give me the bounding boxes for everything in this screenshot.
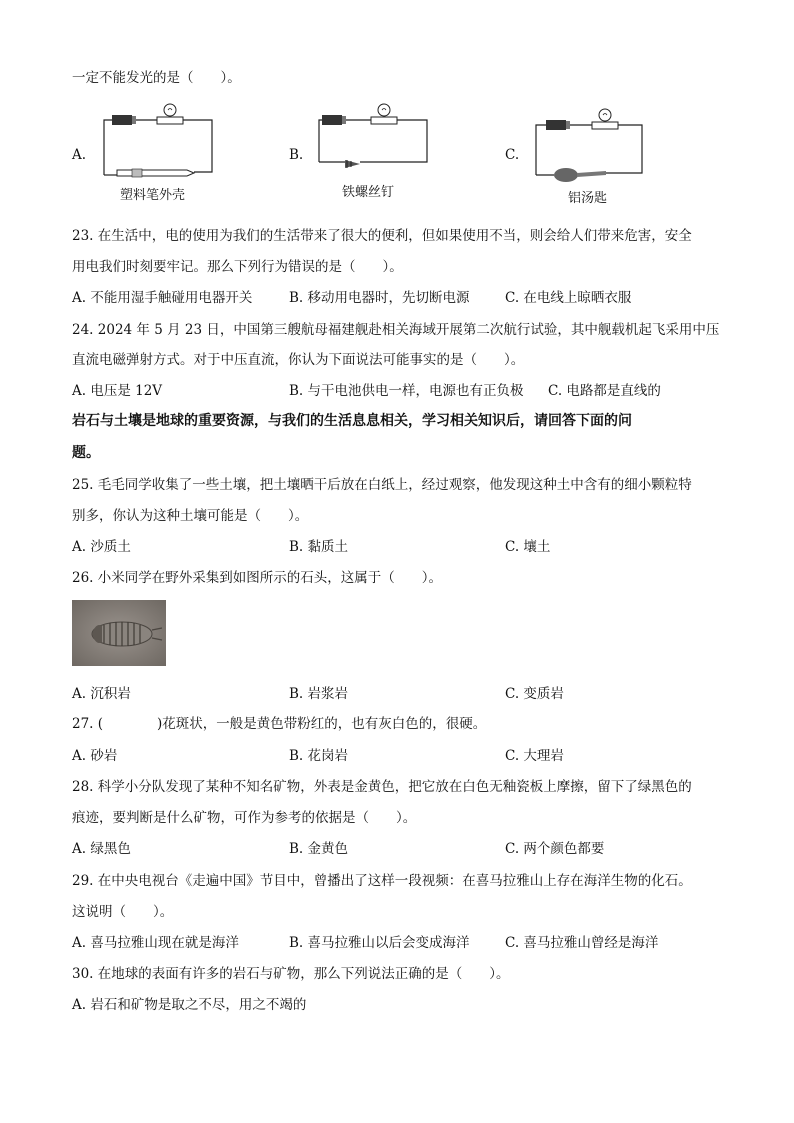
q30-option-a: A. 岩石和矿物是取之不尽，用之不竭的 [72, 997, 307, 1013]
q27-option-c: C. 大理岩 [505, 748, 564, 764]
circuit-wire [536, 125, 642, 175]
q25-stem-line-2: 别多，你认为这种土壤可能是（ ）。 [72, 508, 309, 524]
q22-option-a-letter: A. [72, 147, 87, 163]
circuit-diagram-a [82, 100, 232, 185]
q29-option-a: A. 喜马拉雅山现在就是海洋 [72, 935, 239, 951]
q28-stem-line-1: 28. 科学小分队发现了某种不知名矿物，外表是金黄色，把它放在白色无釉瓷板上摩擦，留下了绿黑色的 [72, 779, 692, 795]
q29-option-c: C. 喜马拉雅山曾经是海洋 [505, 935, 659, 951]
caption-iron-screw: 铁螺丝钉 [342, 185, 395, 200]
q22-stem-end: 一定不能发光的是（ ）。 [72, 70, 241, 86]
circuit-diagram-b [305, 100, 440, 180]
q25-option-c: C. 壤土 [505, 539, 551, 555]
q28-option-b: B. 金黄色 [289, 841, 349, 857]
q23-option-c: C. 在电线上晾晒衣服 [505, 290, 632, 306]
q22-option-c-letter: C. [505, 147, 520, 163]
pen-icon [117, 169, 194, 177]
caption-plastic-pen: 塑料笔外壳 [120, 188, 186, 203]
caption-aluminum-spoon: 铝汤匙 [568, 191, 608, 206]
q23-option-b: B. 移动用电器时，先切断电源 [289, 290, 470, 306]
circuit-wire [104, 120, 212, 175]
q29-option-b: B. 喜马拉雅山以后会变成海洋 [289, 935, 470, 951]
bulb-icon [592, 109, 618, 129]
q24-option-b: B. 与干电池供电一样，电源也有正负极 [289, 383, 524, 399]
q26-option-a: A. 沉积岩 [72, 686, 131, 702]
q22-option-b-letter: B. [289, 147, 304, 163]
q30-stem-line-1: 30. 在地球的表面有许多的岩石与矿物，那么下列说法正确的是（ ）。 [72, 966, 510, 982]
battery-icon [112, 115, 136, 125]
q28-option-c: C. 两个颜色都要 [505, 841, 605, 857]
q26-stem-line-1: 26. 小米同学在野外采集到如图所示的石头，这属于（ ）。 [72, 570, 443, 586]
screw-icon [345, 160, 360, 168]
bulb-icon [157, 104, 183, 124]
circuit-wire [319, 120, 427, 162]
q24-stem-line-2: 直流电磁弹射方式。对于中压直流，你认为下面说法可能事实的是（ ）。 [72, 352, 525, 368]
spoon-icon [554, 168, 606, 182]
section-heading-line-2: 题。 [72, 445, 100, 461]
bulb-icon [371, 104, 397, 124]
q27-option-a: A. 砂岩 [72, 748, 118, 764]
battery-icon [322, 115, 346, 125]
q26-option-b: B. 岩浆岩 [289, 686, 349, 702]
trilobite-fossil-photo [72, 600, 166, 666]
battery-icon [546, 120, 570, 130]
q25-option-b: B. 黏质土 [289, 539, 349, 555]
q27-option-b: B. 花岗岩 [289, 748, 349, 764]
q25-option-a: A. 沙质土 [72, 539, 131, 555]
circuit-diagram-c [524, 105, 659, 190]
q28-option-a: A. 绿黑色 [72, 841, 131, 857]
section-heading-line-1: 岩石与土壤是地球的重要资源，与我们的生活息息相关，学习相关知识后，请回答下面的问 [72, 413, 632, 429]
q24-option-c: C. 电路都是直线的 [548, 383, 661, 399]
q26-option-c: C. 变质岩 [505, 686, 564, 702]
q29-stem-line-1: 29. 在中央电视台《走遍中国》节目中，曾播出了这样一段视频：在喜马拉雅山上存在海洋生物的化石。 [72, 873, 692, 889]
q23-stem-line-1: 23. 在生活中，电的使用为我们的生活带来了很大的便利，但如果使用不当，则会给人们带来危害，安全 [72, 228, 692, 244]
q23-option-a: A. 不能用湿手触碰用电器开关 [72, 290, 253, 306]
q24-stem-line-1: 24. 2024 年 5 月 23 日，中国第三艘航母福建舰赴相关海域开展第二次航行试验，其中舰载机起飞采用中压 [72, 322, 720, 338]
q23-stem-line-2: 用电我们时刻要牢记。那么下列行为错误的是（ ）。 [72, 259, 403, 275]
q27-stem-line-1: 27. ( )花斑状，一般是黄色带粉红的，也有灰白色的，很硬。 [72, 716, 487, 732]
q24-option-a: A. 电压是 12V [72, 383, 163, 399]
q28-stem-line-2: 痕迹，要判断是什么矿物，可作为参考的依据是（ ）。 [72, 810, 417, 826]
q25-stem-line-1: 25. 毛毛同学收集了一些土壤，把土壤晒干后放在白纸上，经过观察，他发现这种土中含有的细小颗粒特 [72, 477, 692, 493]
q29-stem-line-2: 这说明（ ）。 [72, 904, 174, 920]
